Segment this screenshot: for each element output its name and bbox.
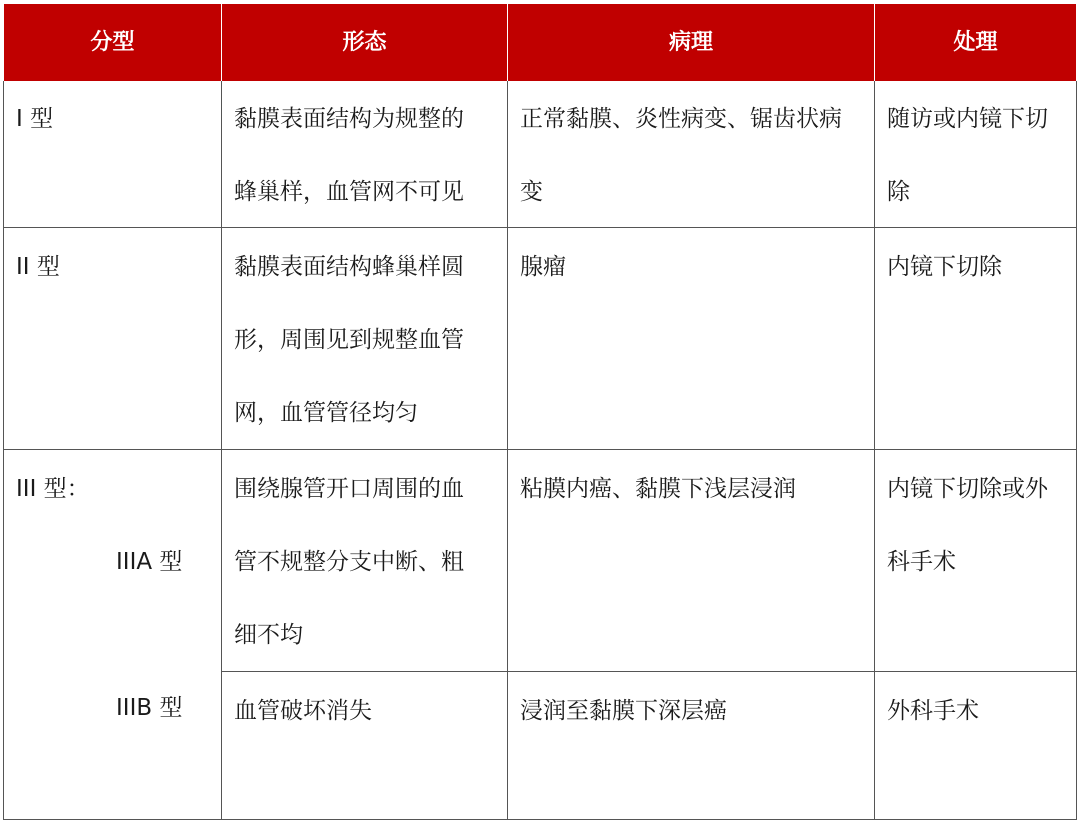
table-border-right: [1076, 81, 1077, 820]
type-label: III 型：: [16, 476, 90, 502]
row-divider: [3, 227, 1077, 228]
type-label: I 型: [16, 106, 54, 132]
pathology-line: 粘膜内癌、黏膜下浅层浸润: [520, 476, 796, 502]
subtype-label-iiib: IIIB 型: [116, 695, 183, 721]
type-label: II 型: [16, 254, 60, 280]
table-border-left: [3, 81, 4, 820]
subrow-divider: [221, 671, 1077, 672]
row-morphology-i: [222, 81, 507, 227]
row-morphology-iiib: [222, 673, 507, 819]
morphology-line: 管不规整分支中断、粗: [234, 549, 464, 575]
row-treatment-iiib: [875, 673, 1076, 819]
morphology-line: 围绕腺管开口周围的血: [234, 476, 464, 502]
treatment-line: 内镜下切除或外: [887, 476, 1048, 502]
column-divider: [221, 81, 222, 820]
row-type-i: [4, 81, 221, 227]
treatment-line: 科手术: [887, 549, 956, 575]
row-type-iii: [4, 451, 221, 819]
header-treatment: 处理: [875, 4, 1076, 81]
pathology-line: 变: [520, 179, 543, 205]
treatment-line: 随访或内镜下切: [887, 106, 1048, 132]
table-border-bottom: [3, 819, 1077, 820]
row-morphology-ii: [222, 229, 507, 449]
morphology-line: 黏膜表面结构蜂巢样圆: [234, 254, 464, 280]
morphology-line: 形，周围见到规整血管: [234, 327, 464, 353]
morphology-line: 网，血管管径均匀: [234, 400, 418, 426]
pathology-line: 浸润至黏膜下深层癌: [520, 698, 727, 724]
row-pathology-iiib: [508, 673, 874, 819]
morphology-line: 黏膜表面结构为规整的: [234, 106, 464, 132]
column-divider: [507, 81, 508, 820]
header-type: 分型: [4, 4, 221, 81]
treatment-line: 内镜下切除: [887, 254, 1002, 280]
row-pathology-iiia: [508, 451, 874, 671]
header-morphology: 形态: [222, 4, 507, 81]
row-divider: [3, 449, 1077, 450]
subtype-label-iiia: IIIA 型: [116, 549, 183, 575]
row-treatment-i: [875, 81, 1076, 227]
row-pathology-i: [508, 81, 874, 227]
morphology-line: 蜂巢样，血管网不可见: [234, 179, 464, 205]
row-morphology-iiia: [222, 451, 507, 671]
column-divider: [874, 81, 875, 820]
pathology-line: 腺瘤: [520, 254, 566, 280]
row-treatment-iiia: [875, 451, 1076, 671]
treatment-line: 除: [887, 179, 910, 205]
row-type-ii: [4, 229, 221, 449]
morphology-line: 细不均: [234, 622, 303, 648]
treatment-line: 外科手术: [887, 698, 979, 724]
morphology-line: 血管破坏消失: [234, 698, 372, 724]
row-pathology-ii: [508, 229, 874, 449]
header-pathology: 病理: [508, 4, 874, 81]
row-treatment-ii: [875, 229, 1076, 449]
pathology-line: 正常黏膜、炎性病变、锯齿状病: [520, 106, 842, 132]
